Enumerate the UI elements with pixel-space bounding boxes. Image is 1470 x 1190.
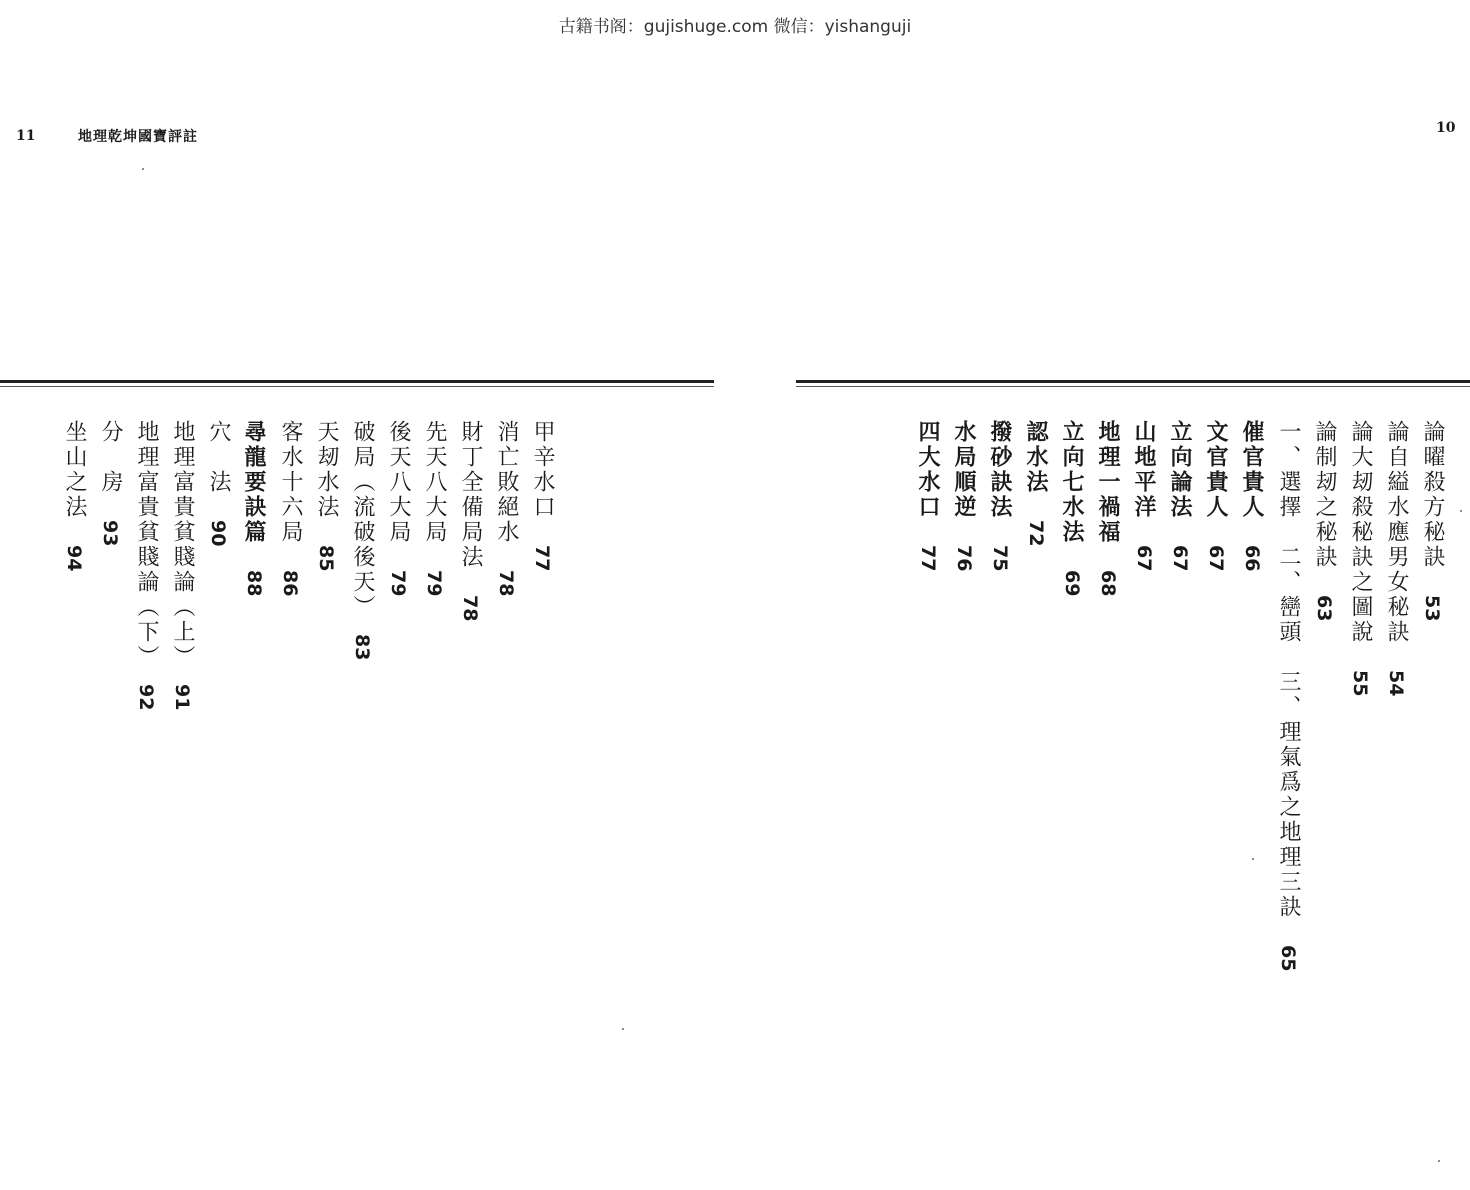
toc-entry: 立向論法 67 [1167, 420, 1193, 572]
right-rule-thin [796, 386, 1470, 387]
right-rule [796, 380, 1470, 383]
scan-speck [1252, 858, 1254, 860]
left-page-number: 11 [16, 128, 36, 144]
toc-entry: 地理富貴貧賤論（下） 92 [134, 420, 159, 711]
toc-entry: 破局（流破後天） 83 [350, 420, 375, 661]
scan-speck [1460, 510, 1462, 512]
scan-speck [1438, 1160, 1440, 1162]
left-rule-thin [0, 386, 714, 387]
toc-entry: 認水法 72 [1023, 420, 1049, 547]
toc-entry: 先天八大局 79 [422, 420, 447, 597]
toc-entry: 穴 法 90 [206, 420, 231, 547]
toc-entry: 水局順逆 76 [951, 420, 977, 572]
toc-entry: 論制刼之秘訣 63 [1312, 420, 1337, 622]
toc-entry: 後天八大局 79 [386, 420, 411, 597]
toc-entry: 催官貴人 66 [1239, 420, 1265, 572]
toc-entry: 四大水口 77 [915, 420, 941, 572]
right-toc [890, 420, 1450, 980]
watermark-text: 古籍书阁：gujishuge.com 微信：yishanguji [558, 17, 912, 37]
toc-entry: 論曜殺方秘訣 53 [1420, 420, 1445, 622]
toc-entry: 一、選擇 二、巒頭 三、理氣爲之地理三訣 65 [1276, 420, 1301, 972]
toc-entry: 論大刼殺秘訣之圖說 55 [1348, 420, 1373, 697]
toc-entry: 文官貴人 67 [1203, 420, 1229, 572]
running-title: 地理乾坤國寶評註 [78, 129, 198, 145]
toc-entry: 山地平洋 67 [1131, 420, 1157, 572]
toc-entry: 論自縊水應男女秘訣 54 [1384, 420, 1409, 697]
toc-entry: 地理一禍福 68 [1095, 420, 1121, 597]
toc-entry: 天刼水法 85 [314, 420, 339, 572]
toc-entry: 財丁全備局法 78 [458, 420, 483, 622]
toc-entry: 客水十六局 86 [278, 420, 303, 597]
toc-entry: 甲辛水口 77 [530, 420, 555, 572]
left-rule [0, 380, 714, 383]
toc-entry: 撥砂訣法 75 [987, 420, 1013, 572]
toc-entry: 立向七水法 69 [1059, 420, 1085, 597]
left-toc [0, 420, 560, 980]
toc-entry: 消亡敗絕水 78 [494, 420, 519, 597]
scan-speck [622, 1028, 624, 1030]
scan-speck [142, 168, 144, 170]
toc-section-heading: 尋龍要訣篇 88 [241, 420, 267, 597]
toc-entry: 坐山之法 94 [62, 420, 87, 572]
toc-entry: 分 房 93 [98, 420, 123, 547]
right-page-number: 10 [1436, 120, 1456, 136]
toc-entry: 地理富貴貧賤論（上） 91 [170, 420, 195, 711]
